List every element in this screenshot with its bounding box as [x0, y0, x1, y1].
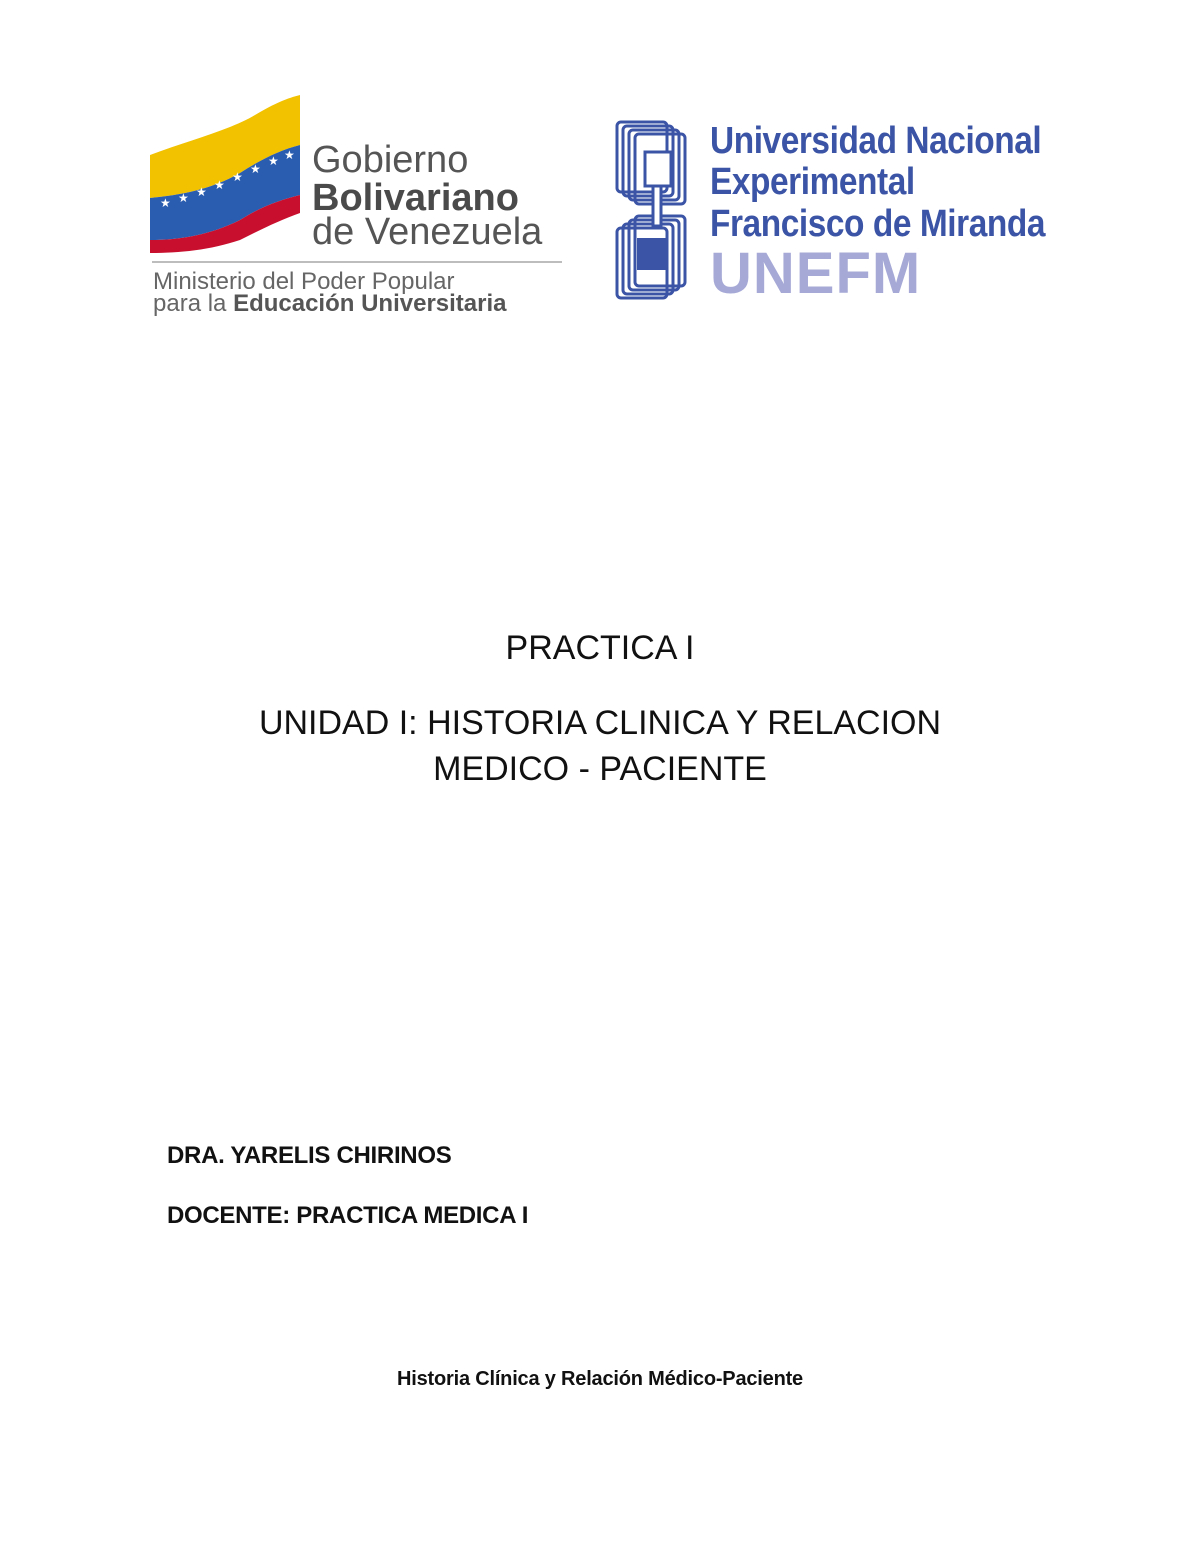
university-line1: Universidad Nacional — [710, 120, 1042, 162]
svg-text:★: ★ — [250, 162, 261, 176]
venezuela-flag-icon — [150, 95, 300, 255]
page-footer: Historia Clínica y Relación Médico-Paciente — [397, 1368, 803, 1390]
svg-text:★: ★ — [196, 185, 207, 199]
subtitle-line2: MEDICO - PACIENTE — [433, 750, 767, 788]
svg-text:★: ★ — [268, 154, 279, 168]
ministry-line1: Ministerio del Poder Popular — [153, 268, 455, 295]
ministry-line2 — [153, 292, 507, 316]
ministry-line2-bold: Educación Universitaria — [233, 290, 507, 317]
gov-line-bolivariano: Bolivariano — [312, 177, 519, 219]
svg-text:★: ★ — [214, 178, 225, 192]
gov-line-venezuela: de Venezuela — [312, 211, 543, 253]
svg-text:★: ★ — [284, 148, 295, 162]
gov-line-gobierno: Gobierno — [312, 139, 469, 181]
unefm-emblem-icon — [615, 120, 695, 305]
document-subtitle — [150, 700, 1050, 792]
author-role: DOCENTE: PRACTICA MEDICA I — [167, 1202, 529, 1229]
university-logo — [615, 115, 1045, 310]
government-logo — [150, 95, 570, 320]
svg-text:★: ★ — [232, 170, 243, 184]
subtitle-line1: UNIDAD I: HISTORIA CLINICA Y RELACION — [258, 704, 942, 742]
ministry-line2-prefix: para la — [153, 290, 234, 317]
svg-text:★: ★ — [178, 191, 189, 205]
author-name: DRA. YARELIS CHIRINOS — [167, 1142, 452, 1169]
gov-divider — [152, 261, 562, 263]
svg-text:★: ★ — [160, 196, 171, 210]
university-acronym: UNEFM — [710, 241, 922, 306]
document-title: PRACTICA I — [505, 629, 695, 667]
university-line3: Francisco de Miranda — [710, 203, 1045, 245]
university-line2: Experimental — [710, 161, 915, 203]
